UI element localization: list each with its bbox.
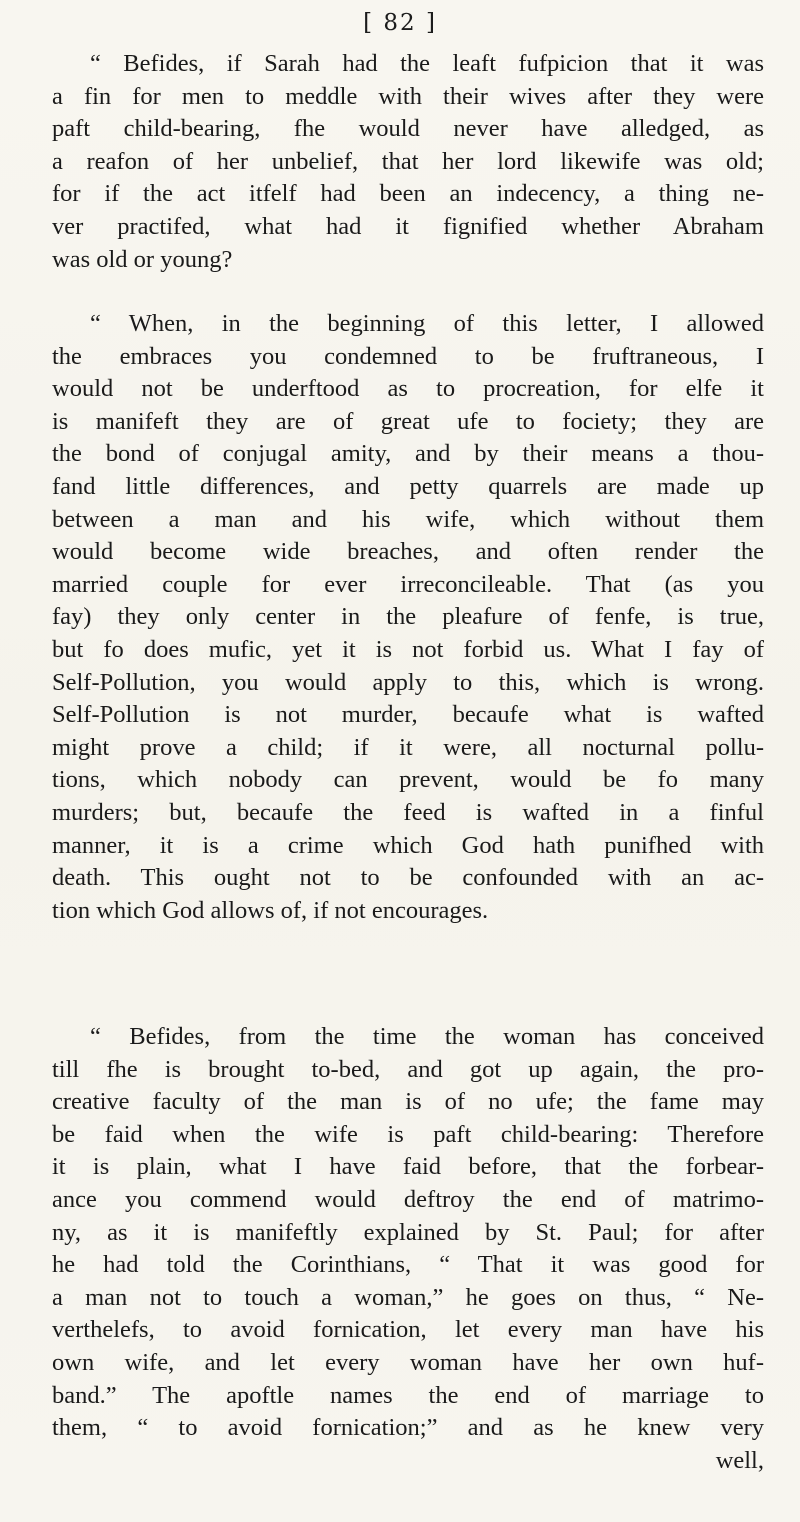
text-line: ance you commend would deftroy the end of matrimo- xyxy=(52,1185,764,1213)
text-line: might prove a child; if it were, all nocturnal pollu- xyxy=(52,733,764,761)
text-line: “ Befides, from the time the woman has conceived xyxy=(90,1023,764,1050)
text-line: but fo does mufic, yet it is not forbid us. What I fay of xyxy=(52,635,764,663)
page-number: [ 82 ] xyxy=(363,10,437,36)
text-line: fay) they only center in the pleafure of fenfe, is true, xyxy=(52,603,764,631)
catchword: well, xyxy=(715,1446,764,1474)
text-line: Self-Pollution, you would apply to this, which is wrong. xyxy=(52,668,764,696)
text-line: Self-Pollution is not murder, becaufe what is wafted xyxy=(52,701,764,729)
text-line: it is plain, what I have faid before, that the forbear- xyxy=(52,1153,764,1181)
text-line: verthelefs, to avoid fornication, let every man have his xyxy=(52,1316,764,1344)
text-line: a reafon of her unbelief, that her lord likewife was old; xyxy=(52,147,764,175)
text-line: ver practifed, what had it fignified whether Abraham xyxy=(52,212,764,240)
paragraph-1 xyxy=(52,48,764,276)
text-line: death. This ought not to be confounded with an ac- xyxy=(52,864,764,892)
text-line: would not be underftood as to procreation, for elfe it xyxy=(52,375,764,403)
text-line: till fhe is brought to-bed, and got up again, the pro- xyxy=(52,1055,764,1083)
text-line: tions, which nobody can prevent, would be fo many xyxy=(52,766,764,794)
text-line: own wife, and let every woman have her own huf- xyxy=(52,1348,764,1376)
text-line: ny, as it is manifeftly explained by St. Paul; for after xyxy=(52,1218,764,1246)
text-line: between a man and his wife, which without them xyxy=(52,505,764,533)
text-line: tion which God allows of, if not encourages. xyxy=(52,896,489,924)
paragraph-2 xyxy=(52,308,764,927)
text-line: be faid when the wife is paft child-bearing: Therefore xyxy=(52,1120,764,1148)
text-line: he had told the Corinthians, “ That it was good for xyxy=(52,1251,764,1279)
text-line: a man not to touch a woman,” he goes on thus, “ Ne- xyxy=(52,1283,764,1311)
text-line: fand little differences, and petty quarrels are made up xyxy=(52,472,764,500)
text-line: is manifeft they are of great ufe to fociety; they are xyxy=(52,407,764,435)
text-line: “ Befides, if Sarah had the leaft fufpicion that it was xyxy=(90,50,764,77)
text-line: married couple for ever irreconcileable. That (as you xyxy=(52,570,764,598)
text-line: the embraces you condemned to be fruftraneous, I xyxy=(52,342,764,370)
text-line: them, “ to avoid fornication;” and as he knew very xyxy=(52,1414,764,1442)
text-line: manner, it is a crime which God hath punifhed with xyxy=(52,831,764,859)
text-line: was old or young? xyxy=(52,245,233,273)
text-line: “ When, in the beginning of this letter, I allowed xyxy=(90,310,764,337)
text-line: would become wide breaches, and often render the xyxy=(52,538,764,566)
text-line: murders; but, becaufe the feed is wafted in a finful xyxy=(52,798,764,826)
paragraph-3 xyxy=(52,1021,764,1477)
text-line: a fin for men to meddle with their wives after they were xyxy=(52,82,764,110)
text-line: paft child-bearing, fhe would never have alledged, as xyxy=(52,115,764,143)
text-line: creative faculty of the man is of no ufe; the fame may xyxy=(52,1088,764,1116)
text-line: for if the act itfelf had been an indecency, a thing ne- xyxy=(52,180,764,208)
text-line: the bond of conjugal amity, and by their means a thou- xyxy=(52,440,764,468)
text-line: band.” The apoftle names the end of marriage to xyxy=(52,1381,764,1409)
